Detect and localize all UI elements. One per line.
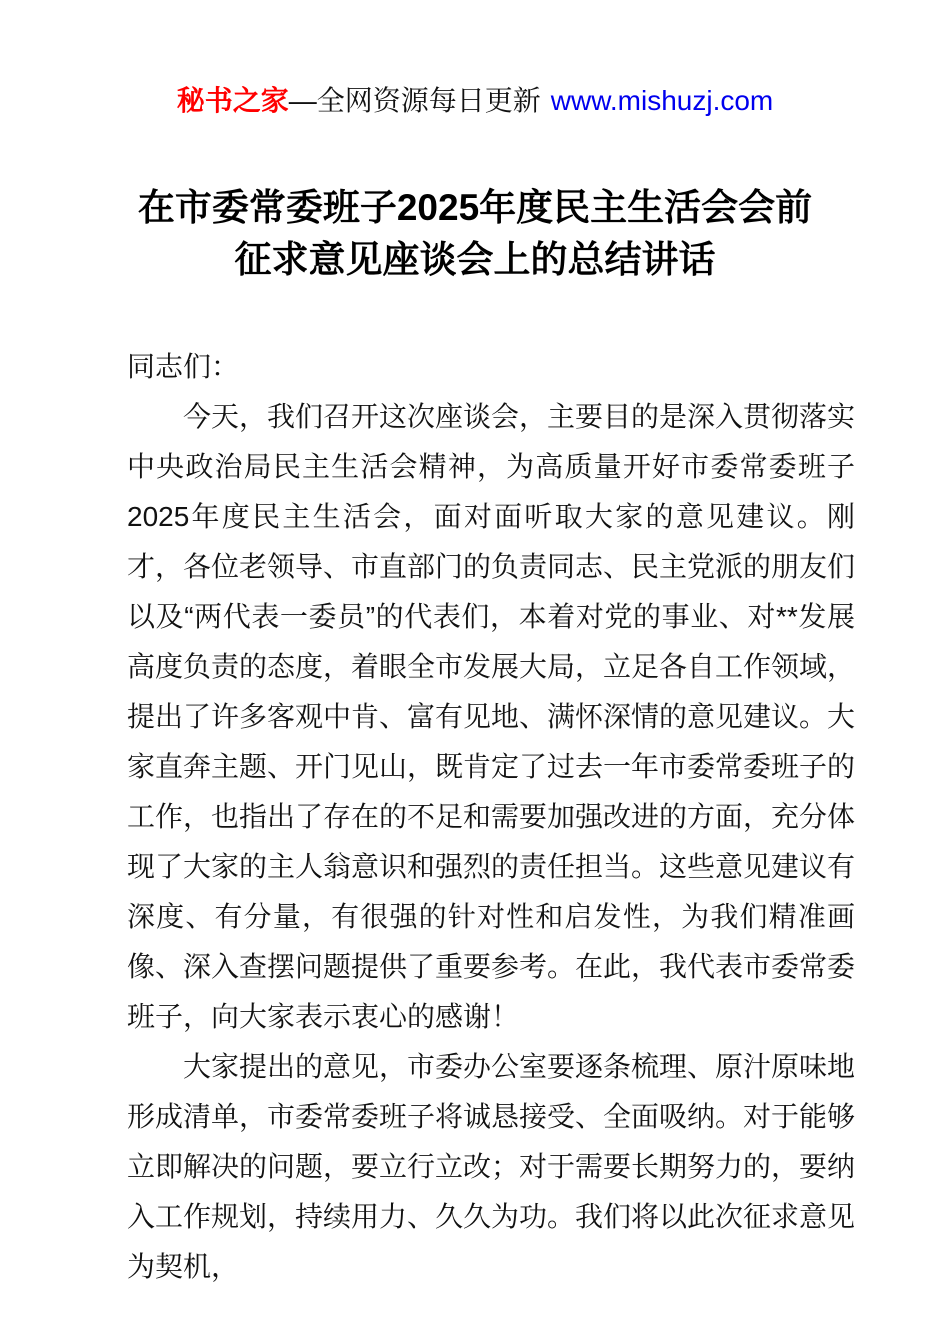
body-paragraph-2: 大家提出的意见，市委办公室要逐条梳理、原汁原味地形成清单，市委常委班子将诚恳接受、全面吸纳。对于能够立即解决的问题，要立行立改；对于需要长期努力的，要纳入工作规划，持续用力、久久为功。我们将以此次征求意见为契机， [127,1051,856,1282]
site-url-link[interactable]: www.mishuzj.com [550,85,774,116]
document-title-line-1: 在市委常委班子2025年度民主生活会会前 [137,187,813,228]
document-title [80,182,870,286]
site-tagline: —全网资源每日更新 [288,85,541,116]
salutation: 同志们： [127,351,240,382]
site-name: 秘书之家 [176,85,289,116]
site-header [0,84,950,118]
document-body [0,342,950,1292]
body-paragraph-1: 今天，我们召开这次座谈会，主要目的是深入贯彻落实中央政治局民主生活会精神，为高质量开好市委常委班子2025年度民主生活会，面对面听取大家的意见建议。刚才，各位老领导、市直部门的负责同志、民主党派的朋友们以及“两代表一委员”的代表们，本着对党的事业、对**发展高度负责的态度，着眼全市发展大局，立足各自工作领域，提出了许多客观中肯、富有见地、满怀深情的意见建议。大家直奔主题、开门见山，既肯定了过去一年市委常委班子的工作，也指出了存在的不足和需要加强改进的方面，充分体现了大家的主人翁意识和强烈的责任担当。这些意见建议有深度、有分量，有很强的针对性和启发性，为我们精准画像、深入查摆问题提供了重要参考。在此，我代表市委常委班子，向大家表示衷心的感谢！ [127,401,856,1032]
document-title-line-2: 征求意见座谈会上的总结讲话 [234,239,716,280]
